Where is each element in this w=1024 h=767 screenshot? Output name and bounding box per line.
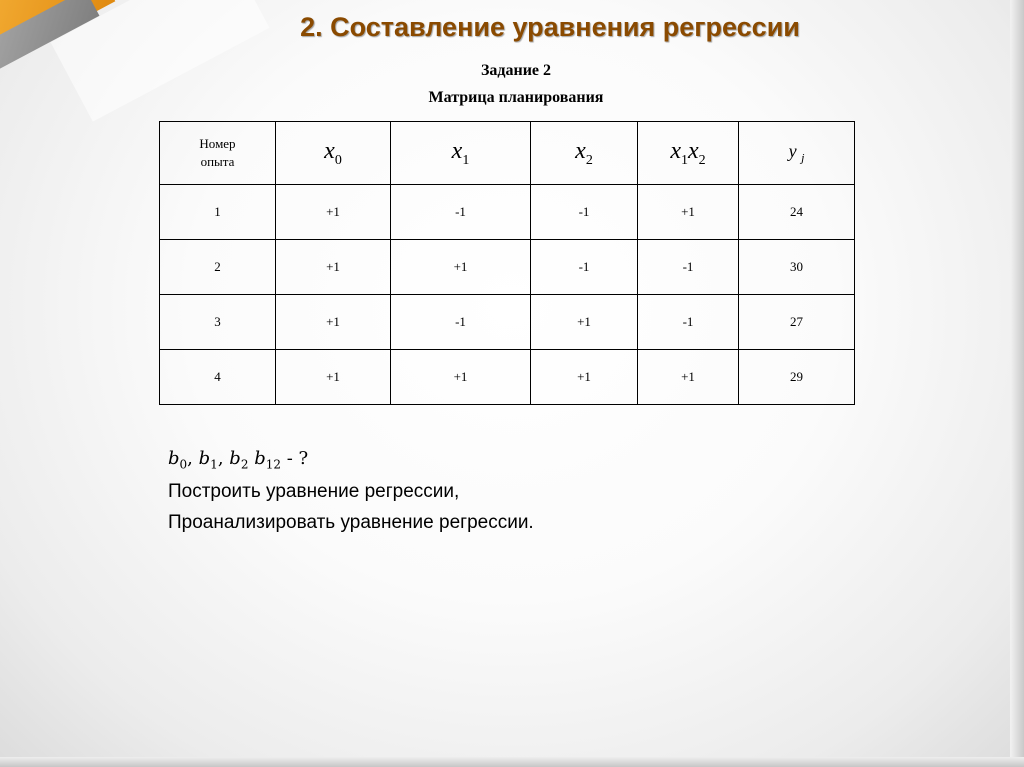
question-suffix: - ?: [281, 448, 309, 469]
header-x2: [531, 122, 638, 185]
header-x2-base: x: [575, 137, 586, 164]
cell-x2: +1: [531, 295, 638, 350]
table-row: [160, 350, 855, 405]
table-row: [160, 295, 855, 350]
header-y-base: y: [788, 140, 797, 161]
cell-x2: -1: [531, 185, 638, 240]
table-row: [160, 185, 855, 240]
comma-2: ,: [217, 448, 224, 469]
header-x1x2-var: [670, 137, 706, 168]
cell-y: 29: [739, 350, 855, 405]
cell-x1: +1: [391, 350, 531, 405]
cell-n: 4: [160, 350, 276, 405]
cell-x0: +1: [276, 185, 391, 240]
cell-x1x2: +1: [638, 185, 739, 240]
header-x0: [276, 122, 391, 185]
coef-b1-sub: 1: [210, 457, 218, 472]
cell-x1x2: -1: [638, 240, 739, 295]
planning-matrix-table: [159, 121, 855, 405]
coef-b2-base: b: [229, 448, 241, 469]
cell-n: 2: [160, 240, 276, 295]
coef-b2-sub: 2: [240, 457, 249, 472]
header-number-line2: опыта: [200, 154, 235, 169]
header-x1x2-sub2: 2: [698, 152, 706, 168]
cell-y: 24: [739, 185, 855, 240]
frame-right-edge: [1010, 0, 1024, 767]
header-x0-base: x: [324, 137, 335, 164]
task-title: Задание 2: [480, 62, 552, 79]
header-x2-var: [575, 137, 593, 168]
cell-x0: +1: [276, 240, 391, 295]
header-x0-var: [324, 137, 342, 168]
coef-b1-base: b: [198, 448, 211, 469]
header-x1x2-base2: x: [688, 137, 699, 164]
coef-b0-base: b: [168, 448, 180, 469]
frame-bottom-edge: [0, 757, 1024, 767]
cell-x2: -1: [531, 240, 638, 295]
cell-x0: +1: [276, 295, 391, 350]
header-y-sub: j: [801, 150, 805, 165]
header-x1-base: x: [451, 137, 463, 164]
cell-x0: +1: [276, 350, 391, 405]
cell-y: 30: [739, 240, 855, 295]
cell-n: 1: [160, 185, 276, 240]
header-experiment-number: [160, 122, 276, 185]
coefficients-question: [168, 448, 308, 472]
header-x1: [391, 122, 531, 185]
header-x1x2-base1: x: [670, 137, 681, 164]
header-y: [739, 122, 855, 185]
cell-x1x2: +1: [638, 350, 739, 405]
cell-x1: -1: [391, 295, 531, 350]
table-header-row: [160, 122, 855, 185]
coef-b0-sub: 0: [179, 457, 188, 472]
header-x0-sub: 0: [334, 152, 342, 168]
header-number-line1: Номер: [199, 136, 236, 151]
cell-x1: +1: [391, 240, 531, 295]
header-y-var: [788, 140, 805, 165]
table-row: [160, 240, 855, 295]
cell-x1: -1: [391, 185, 531, 240]
task-line-build: Построить уравнение регрессии,: [168, 481, 460, 502]
header-x1x2: [638, 122, 739, 185]
comma-1: ,: [187, 448, 193, 469]
task-subtitle: Матрица планирования: [428, 89, 604, 106]
header-x1-sub: 1: [462, 152, 470, 168]
task-line-analyze: Проанализировать уравнение регрессии.: [168, 512, 534, 533]
header-x1-var: [451, 137, 470, 168]
coef-b12-base: b: [254, 448, 266, 469]
cell-y: 27: [739, 295, 855, 350]
cell-x1x2: -1: [638, 295, 739, 350]
slide-title: 2. Составление уравнения регрессии: [300, 12, 800, 42]
header-x2-sub: 2: [585, 152, 593, 168]
header-x1x2-sub1: 1: [681, 152, 688, 168]
coef-b12-sub: 12: [265, 457, 281, 472]
cell-n: 3: [160, 295, 276, 350]
cell-x2: +1: [531, 350, 638, 405]
